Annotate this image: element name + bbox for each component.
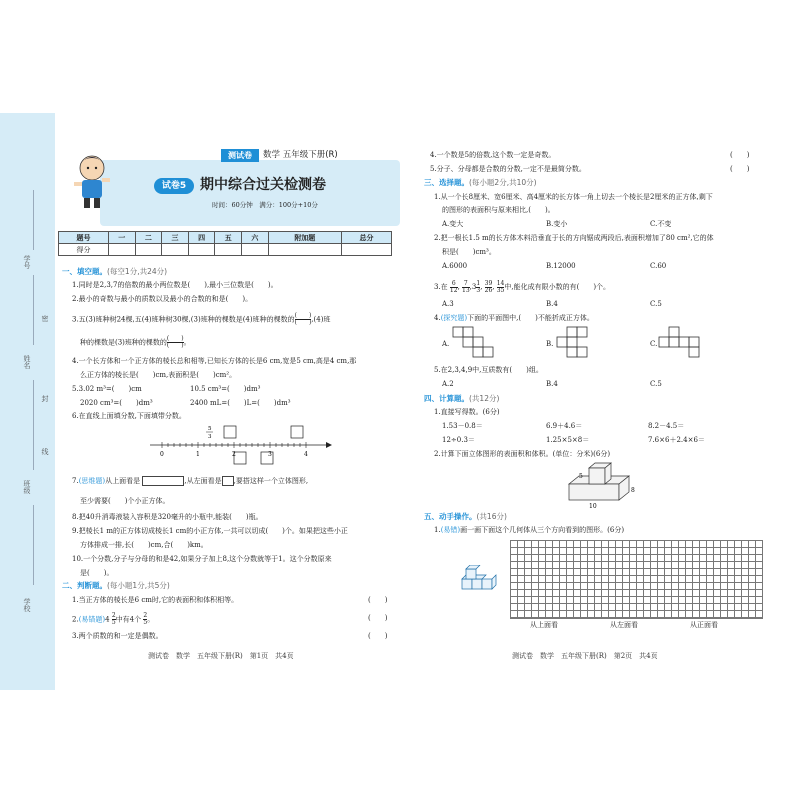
score-header-cell: 六 (242, 232, 269, 244)
fill-q8: 8.把40升消毒液装入容积是320毫升的小瓶中,能装( )瓶。 (72, 513, 263, 521)
numline-tick-0: 0 (160, 451, 164, 458)
judge-answer[interactable]: ( ) (368, 632, 388, 640)
choice-q1-cont: 的图形的表面积与原来相比,( )。 (442, 206, 555, 214)
binding-class-label: 班级 (23, 480, 31, 494)
view-label-left: 从左面看 (610, 621, 638, 629)
solid-figure (565, 462, 640, 510)
score-cell[interactable] (268, 244, 341, 256)
binding-line (33, 505, 34, 585)
fill-q10: 10.一个分数,分子与分母的和是42,如果分子加上8,这个分数就等于1。这个分数原来 (72, 555, 332, 563)
choice-option[interactable]: A.6000 (442, 262, 468, 270)
numline-tick-2: 2 (232, 451, 236, 458)
section-judge-title: 二、判断题。(每小题1分,共5分) (62, 581, 170, 590)
choice-option[interactable]: C.不变 (650, 220, 672, 228)
section-choice-title: 三、选择题。(每小题2分,共10分) (424, 178, 537, 187)
numline-tick-4: 4 (304, 451, 308, 458)
score-row-label: 得分 (59, 244, 109, 256)
score-cell[interactable] (162, 244, 189, 256)
section-fill-title: 一、填空题。(每空1分,共24分) (62, 267, 168, 276)
number-line (148, 424, 333, 466)
judge-answer[interactable]: ( ) (730, 165, 750, 173)
choice-option[interactable]: C.5 (650, 300, 662, 308)
fill-q4-cont: 么正方体的棱长是( )cm,表面积是( )cm²。 (80, 371, 237, 379)
numline-frac-num: 5 (208, 426, 212, 432)
fill-q6: 6.在直线上面填分数,下面填带分数。 (72, 412, 186, 420)
fill-q10-cont: 是( )。 (80, 569, 114, 577)
view-label-front: 从正面看 (690, 621, 718, 629)
score-header-cell: 五 (215, 232, 242, 244)
score-cell[interactable] (242, 244, 269, 256)
drawing-grid[interactable] (510, 540, 763, 619)
paper-meta: 时间：60分钟 满分：100分+10分 (212, 201, 318, 209)
judge-q1: 1.当正方体的棱长是6 cm时,它的表面积和体积相等。 (72, 596, 239, 604)
choice-q4: 4.(探究题)下面的平面图中,( )不能折成正方体。 (434, 314, 594, 322)
score-header-cell: 二 (135, 232, 162, 244)
calc-item: 1.53－0.8＝ (442, 422, 483, 430)
section-calc-title: 四、计算题。(共12分) (424, 394, 500, 403)
choice-option[interactable]: B. (546, 340, 554, 348)
fill-q4: 4.一个长方体和一个正方体的棱长总和相等,已知长方体的长是6 cm,宽是5 cm,高是4 cm,那 (72, 357, 357, 365)
score-header-cell: 附加题 (268, 232, 341, 244)
fill-q5a: 5.3.02 m³=( )cm (72, 385, 142, 393)
numline-tick-1: 1 (196, 451, 200, 458)
calc-item: 12÷0.3＝ (442, 436, 475, 444)
choice-q2: 2.把一根长1.5 m的长方体木料沿垂直于长的方向锯成两段后,表面积增加了80 cm²,它的体 (434, 234, 714, 242)
page-footer-left: 测试卷 数学 五年级下册(R) 第1页 共4页 (148, 652, 294, 660)
judge-answer[interactable]: ( ) (730, 151, 750, 159)
fill-q5d: 2400 mL=( )L=( )dm³ (190, 399, 291, 407)
choice-option[interactable]: B.12000 (546, 262, 576, 270)
fill-q1: 1.同时是2,3,7的倍数的最小两位数是( ),最小三位数是( )。 (72, 281, 278, 289)
student-mascot-icon (70, 150, 115, 210)
binding-id-label: 学号 (23, 255, 31, 269)
calc-q2: 2.计算下面立体图形的表面积和体积。(单位：分米)(6分) (434, 450, 611, 458)
judge-q2: 2.(易错题)4 $\frac{2}{5}$ 中有4个 $\frac{2}{5}$ 。 (72, 612, 155, 626)
paper-title: 期中综合过关检测卷 (200, 177, 326, 193)
judge-q4: 4.一个数是5的倍数,这个数一定是奇数。 (430, 151, 556, 159)
choice-option[interactable]: A.2 (442, 380, 454, 388)
score-table (58, 231, 392, 256)
judge-answer[interactable]: ( ) (368, 614, 388, 622)
subject-line: 数学 五年级下册(R) (263, 150, 338, 160)
binding-line (33, 380, 34, 470)
numline-tick-3: 3 (268, 451, 272, 458)
choice-q2-cont: 积是( )cm³。 (442, 248, 496, 256)
fill-q5b: 10.5 cm³=( )dm³ (190, 385, 261, 393)
calc-item: 7.6×6＋2.4×6＝ (648, 436, 705, 444)
paper-number-badge: 试卷5 (154, 178, 194, 194)
choice-q1: 1.从一个长8厘米、宽6厘米、高4厘米的长方体一角上切去一个棱长是2厘米的正方体,剩下 (434, 193, 713, 201)
choice-option[interactable]: B.变小 (546, 220, 568, 228)
fill-q7: 7.(思维题)从上面看是 ,从左面看是 ,要搭这样一个立体图形, (72, 477, 309, 485)
view-label-top: 从上面看 (530, 621, 558, 629)
choice-option[interactable]: A.变大 (442, 220, 464, 228)
solid-label-c: 8 (631, 487, 635, 494)
score-cell[interactable] (108, 244, 135, 256)
fill-q2: 2.最小的奇数与最小的质数以及最小的合数的和是( )。 (72, 295, 253, 303)
calc-q1: 1.直接写得数。(6分) (434, 408, 500, 416)
binding-name-label: 姓名 (23, 355, 31, 369)
calc-item: 1.25×5×8＝ (546, 436, 590, 444)
choice-q5: 5.在2,3,4,9中,互质数有( )组。 (434, 366, 543, 374)
binding-seal-mark: 密 (41, 315, 49, 322)
judge-q5: 5.分子、分母都是合数的分数,一定不是最简分数。 (430, 165, 586, 173)
binding-line (33, 275, 34, 345)
calc-item: 6.9＋4.6＝ (546, 422, 583, 430)
score-cell[interactable] (135, 244, 162, 256)
cube-net-c (658, 326, 718, 360)
numline-answer-box[interactable] (224, 426, 236, 438)
judge-q3: 3.两个质数的和一定是偶数。 (72, 632, 163, 640)
calc-item: 8.2－4.5＝ (648, 422, 685, 430)
choice-option[interactable]: B.4 (546, 380, 558, 388)
score-cell[interactable] (341, 244, 391, 256)
judge-answer[interactable]: ( ) (368, 596, 388, 604)
score-cell[interactable] (188, 244, 215, 256)
handson-q1: 1.(易错)画一画下面这个几何体从三个方向看到的图形。(6分) (434, 526, 625, 534)
solid-label-a: 5 (579, 473, 583, 480)
choice-option[interactable]: C.60 (650, 262, 667, 270)
score-header-cell: 一 (108, 232, 135, 244)
choice-option[interactable]: C.5 (650, 380, 662, 388)
choice-option[interactable]: B.4 (546, 300, 558, 308)
binding-school-label: 学校 (23, 598, 31, 612)
numline-frac-den: 3 (208, 434, 212, 440)
choice-option[interactable]: C. (650, 340, 658, 348)
cube-net-a (452, 326, 502, 360)
numline-answer-box[interactable] (291, 426, 303, 438)
fill-q5c: 2020 cm³=( )dm³ (80, 399, 153, 407)
score-cell[interactable] (215, 244, 242, 256)
fill-q3-cont: 种的棵数是(3)班种的棵数的 $\frac{( )}{( )}$ 。 (80, 335, 191, 349)
choice-option[interactable]: A. (442, 340, 450, 348)
score-header-cell: 三 (162, 232, 189, 244)
binding-line-mark: 线 (41, 448, 49, 455)
cube-arrangement (460, 565, 505, 595)
section-handson-title: 五、动手操作。(共16分) (424, 512, 507, 521)
score-header-cell: 四 (188, 232, 215, 244)
fill-q3: 3.五(3)班种树24棵,五(4)班种树30棵,(3)班种的棵数是(4)班种的棵数的 $\frac{( )}{( )}$ ,(4)班 (72, 312, 331, 326)
page-footer-right: 测试卷 数学 五年级下册(R) 第2页 共4页 (512, 652, 658, 660)
fill-q7-cont: 至少需要( )个小正方体。 (80, 497, 170, 505)
score-header-cell: 题号 (59, 232, 109, 244)
fill-q9-cont: 方体排成一排,长( )cm,合( )km。 (80, 541, 208, 549)
choice-q3: 3.在 $\frac{6}{12}$ , $\frac{7}{13}$ ,3 $\frac{1}{3}$ , $\frac{39}{26}$ , $\frac{14}{35}$ 中,能化成有限小数的有( )个。 (434, 279, 611, 294)
score-header-cell: 总分 (341, 232, 391, 244)
cube-net-b (556, 326, 606, 360)
binding-seal-mark2: 封 (41, 395, 49, 402)
choice-option[interactable]: A.3 (442, 300, 454, 308)
solid-label-b: 10 (589, 503, 597, 510)
test-badge: 测试卷 (221, 149, 259, 162)
fill-q9: 9.把棱长1 m的正方体切成棱长1 cm的小正方体,一共可以切成( )个。如果把这些小正 (72, 527, 348, 535)
binding-line (33, 190, 34, 250)
